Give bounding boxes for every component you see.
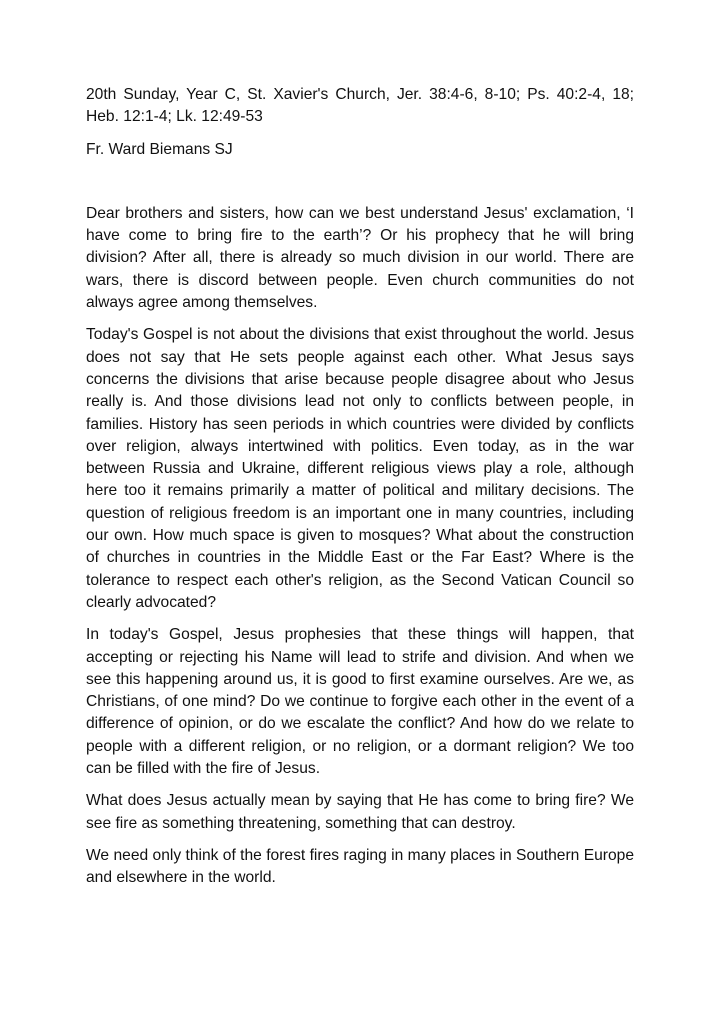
paragraph-1: Dear brothers and sisters, how can we best understand Jesus' exclamation, ‘I have come to bring fire to the earth’? Or his prophecy that he will bring division? After all, there is already so much division in our world. There are wars, there is discord between people. Even church communities do not always agree among themselves.: [86, 204, 634, 312]
paragraph-2: Today's Gospel is not about the divisions that exist throughout the world. Jesus does not say that He sets people against each other. What Jesus says concerns the divisions that arise because people disagree about who Jesus really is. And those divisions lead not only to conflicts between people, in families. History has seen periods in which countries were divided by conflicts over religion, always intertwined with politics. Even today, as in the war between Russia and Ukraine, different religious views play a role, although here too it remains primarily a matter of political and military decisions. The question of religious freedom is an important one in many countries, including our own. How much space is given to mosques? What about the construction of churches in countries in the Middle East or the Far East? Where is the tolerance to respect each other's religion, as the Second Vatican Council so clearly advocated?: [86, 326, 634, 611]
paragraph-3: In today's Gospel, Jesus prophesies that these things will happen, that accepting or rejecting his Name will lead to strife and division. And when we see this happening around us, it is good to first examine ourselves. Are we, as Christians, of one mind? Do we continue to forgive each other in the event of a difference of opinion, or do we escalate the conflict? And how do we relate to people with a different religion, or no religion, or a dormant religion? We too can be filled with the fire of Jesus.: [86, 626, 634, 778]
author-name: Fr. Ward Biemans SJ: [86, 140, 233, 158]
paragraph-4: What does Jesus actually mean by saying that He has come to bring fire? We see fire as something threatening, something that can destroy.: [86, 792, 634, 832]
homily-body: [86, 203, 634, 890]
paragraph-5: We need only think of the forest fires raging in many places in Southern Europe and elsewhere in the world.: [86, 846, 634, 887]
document-page: [86, 84, 634, 900]
scripture-citation: 20th Sunday, Year C, St. Xavier's Church, Jer. 38:4-6, 8-10; Ps. 40:2-4, 18; Heb. 12:1-4; Lk. 12:49-53: [86, 86, 634, 126]
